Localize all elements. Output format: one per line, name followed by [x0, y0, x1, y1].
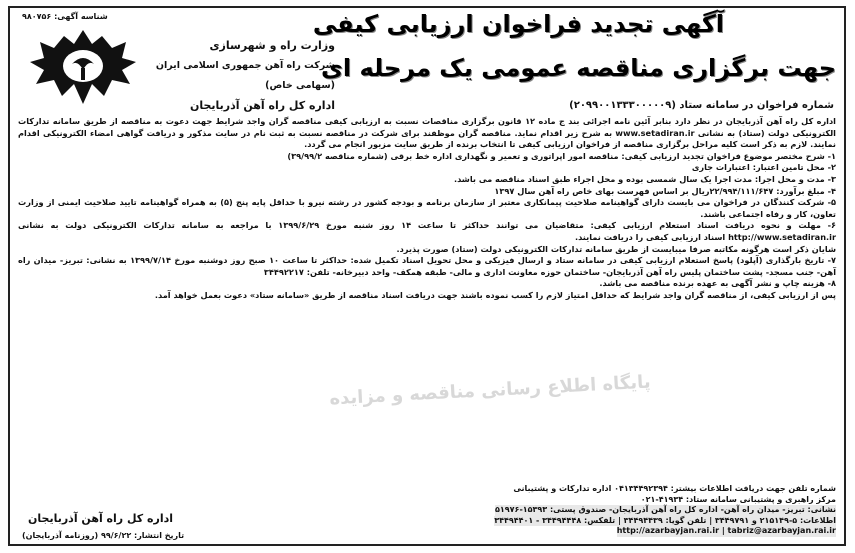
- item-6-note: شایان ذکر است هرگونه مکاتبه صرفا میبایست از طریق سامانه تدارکات الکترونیکی دولت (ستاد) صورت پذیرد.: [396, 243, 836, 254]
- office-name: اداره کل راه آهن آذربایجان: [189, 99, 335, 112]
- issuer-block: [150, 36, 335, 116]
- item-7: ۷- تاریخ بارگذاری (آپلود) پاسخ استعلام ارزیابی کیفی در سامانه ستاد و ارسال فیزیکی و محل تحویل اسناد تکمیل شده: حداکثر تا ساعت ۱۰ صبح روز دوشنبه مورخ ۱۳۹۹/۷/۱۴ به نشانی: تبریز- میدان راه آهن- جنب مسجد- پشت ساختمان پلیس راه آهن آذربایجان- ساختمان حوزه معاونت اداری و مالی- طبقه همکف- واحد دبیرخانه- تلفن: ۳۴۴۹۲۲۱۷: [18, 255, 836, 277]
- address-line: نشانی: تبریز- میدان راه آهن- اداره کل راه آهن آذربایجان- صندوق پستی: ۱۵۳۹۳-۵۱۹۷۶: [495, 505, 836, 514]
- item-6: ۶- مهلت و نحوه دریافت اسناد استعلام ارزیابی کیفی: متقاضیان می توانند حداکثر تا ساعت ۱۴ روز شنبه مورخ ۱۳۹۹/۶/۲۹ با مراجعه به سامانه تدارکات الکترونیکی دولت به نشانی http://www.setadiran.ir اسناد ارزیابی کیفی را دریافت نمایند.: [18, 220, 836, 242]
- notice-number: شناسه آگهی: ۹۸۰۷۵۶: [22, 12, 108, 21]
- item-5: ۵- شرکت کنندگان در فراخوان می بایست دارای گواهینامه صلاحیت پیمانکاری معتبر از سازمان برنامه و بودجه کشور در رشته نیرو با حداقل پایه پنج (۵) به همراه گواهینامه تایید صلاحیت ایمنی از وزارت تعاون، کار و رفاه اجتماعی باشند.: [18, 197, 836, 219]
- item-3: ۳- مدت و محل اجرا: مدت اجرا یک سال شمسی بوده و محل اجراء طبق اسناد مناقصه می باشد.: [453, 173, 836, 184]
- railway-logo-icon: [24, 24, 142, 110]
- company-name: شرکت راه آهن جمهوری اسلامی ایران (سهامی خاص): [155, 60, 335, 91]
- notice-body: [18, 116, 836, 302]
- header: [10, 8, 844, 112]
- item-4: ۴- مبلغ برآورد: ۲۲/۹۹۴/۱۱۱/۶۴۷ریال بر اساس فهرست بهای خاص راه آهن سال ۱۳۹۷: [494, 185, 836, 196]
- contact-block: [494, 484, 836, 537]
- tender-notice: [8, 6, 846, 546]
- footer-office: اداره کل راه آهن آذربایجان: [28, 512, 174, 525]
- intro-paragraph: اداره کل راه آهن آذربایجان در نظر دارد بنابر آئین نامه اجرائی بند ج ماده ۱۲ قانون برگزاری مناقصات نسبت به ارزیابی کیفی مناقصه گران واجد شرایط جهت دعوت به مناقصه از طریق سامانه تدارکات الکترونیکی دولت (ستاد) به نشانی www.setadiran.ir به شرح زیر اقدام نماید. مناقصه گران موظفند برای شرکت در مناقصه نسبت به ثبت نام در سایت مذکور و دریافت گواهی امضاء الکترونیکی اقدام نمایند. لازم به ذکر است کلیه مراحل برگزاری مناقصه از فراخوان ارزیابی کیفی تا انتخاب برنده از طریق سایت مزبور انجام می گردد.: [18, 116, 836, 150]
- web-line[interactable]: http://azarbayjan.rai.ir | tabriz@azarbayjan.rai.ir: [616, 526, 836, 535]
- title-line-2: جهت برگزاری مناقصه عمومی یک مرحله ای: [320, 54, 836, 82]
- phone-info: شماره تلفن جهت دریافت اطلاعات بیشتر: ۰۴۱۳۴۴۹۲۳۹۴ اداره تدارکات و پشتیبانی: [513, 484, 836, 493]
- tender-number: شماره فراخوان در سامانه ستاد (۲۰۹۹۰۰۱۳۳۳۰۰۰۰۰۹): [569, 100, 834, 111]
- item-8: ۸- هزینه چاپ و نشر آگهی به عهده برنده مناقصه می باشد.: [599, 278, 836, 289]
- ministry-name: وزارت راه و شهرسازی: [209, 39, 335, 52]
- item-1: ۱- شرح مختصر موضوع فراخوان تجدید ارزیابی کیفی: مناقصه امور اپراتوری و تعمیر و نگهداری اداره خط برقی (شماره مناقصه ۳۹/۹۹/۲): [287, 150, 836, 161]
- item-2: ۲- محل تامین اعتبار: اعتبارات جاری: [691, 162, 836, 173]
- title-line-1: آگهی تجدید فراخوان ارزیابی کیفی: [312, 10, 724, 38]
- phones-line: اطلاعات: ۵-۲۱۵۱۴۹ و ۳۴۴۹۷۹۱ | تلفن گویا: ۳۴۴۹۴۴۳۹ | تلفکس: ۳۴۴۹۴۴۴۸ - ۳۴۴۹۴۴۰۱: [494, 515, 836, 525]
- support-info: مرکز راهبری و پشتیبانی سامانه ستاد: ۴۱۹۳۴-۰۲۱: [640, 494, 836, 504]
- publish-date: تاریخ انتشار: ۹۹/۶/۲۲ (روزنامه آذربایجان): [22, 531, 185, 540]
- closing-paragraph: پس از ارزیابی کیفی، از مناقصه گران واجد شرایط که حداقل امتیاز لازم را کسب نموده باشند جهت دریافت اسناد مناقصه از طریق «سامانه ستاد» دعوت بعمل خواهد آمد.: [154, 289, 836, 300]
- watermark: پایگاه اطلاع رسانی مناقصه و مزایده: [328, 371, 652, 410]
